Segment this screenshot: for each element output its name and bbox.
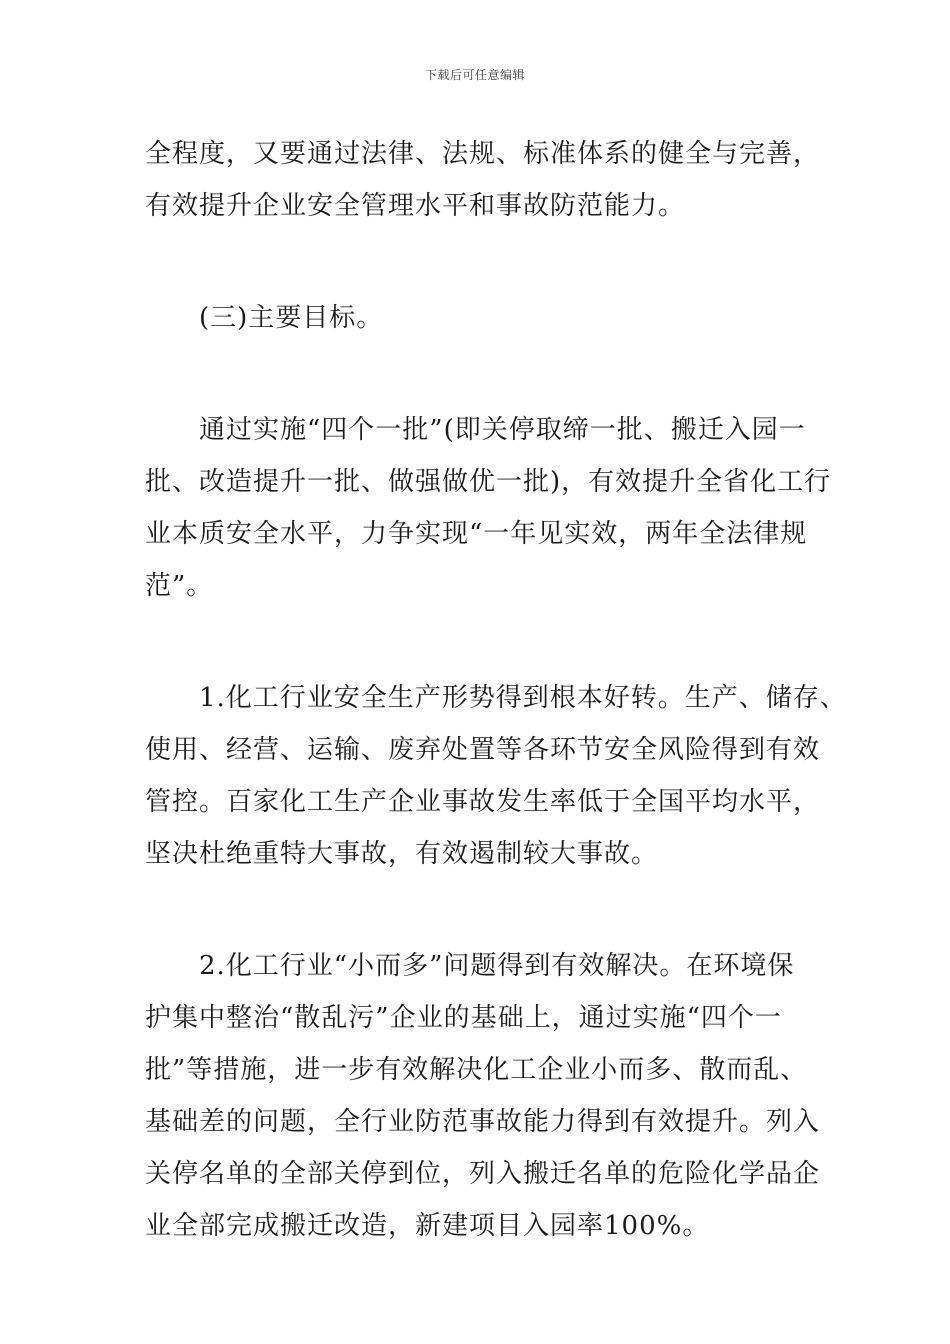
text-line: (三)主要目标。: [199, 303, 384, 333]
paragraph-5: [145, 940, 825, 1252]
text-line: 业全部完成搬迁改造，新建项目入园率100%。: [145, 1211, 710, 1241]
text-line: 范”。: [145, 571, 214, 601]
paragraph-1: [145, 128, 825, 232]
text-line: 有效提升企业安全管理水平和事故防范能力。: [145, 191, 686, 221]
text-line: 2.化工行业“小而多”问题得到有效解决。在环境保: [199, 951, 795, 981]
text-line: 基础差的问题，全行业防范事故能力得到有效提升。列入: [145, 1107, 821, 1137]
text-line: 业本质安全水平，力争实现“一年见实效，两年全法律规: [145, 519, 808, 549]
text-line: 关停名单的全部关停到位，列入搬迁名单的危险化学品企: [145, 1159, 821, 1189]
text-line: 全程度，又要通过法律、法规、标准体系的健全与完善，: [145, 139, 821, 169]
text-line: 护集中整治“散乱污”企业的基础上，通过实施“四个一: [145, 1003, 782, 1033]
text-line: 坚决杜绝重特大事故，有效遏制较大事故。: [145, 839, 659, 869]
page-header-note: 下载后可任意编辑: [424, 68, 525, 82]
paragraph-4: [145, 672, 847, 880]
text-line: 管控。百家化工生产企业事故发生率低于全国平均水平，: [145, 787, 821, 817]
text-line: 1.化工行业安全生产形势得到根本好转。生产、储存、: [199, 683, 847, 713]
paragraph-3: [145, 404, 832, 612]
section-heading-goals: [145, 292, 825, 344]
text-line: 通过实施“四个一批”(即关停取缔一批、搬迁入园一: [199, 415, 806, 445]
text-line: 批”等措施，进一步有效解决化工企业小而多、散而乱、: [145, 1055, 808, 1085]
text-line: 使用、经营、运输、废弃处置等各环节安全风险得到有效: [145, 735, 821, 765]
document-body: [145, 128, 847, 1312]
text-line: 批、改造提升一批、做强做优一批)，有效提升全省化工行: [145, 467, 832, 497]
